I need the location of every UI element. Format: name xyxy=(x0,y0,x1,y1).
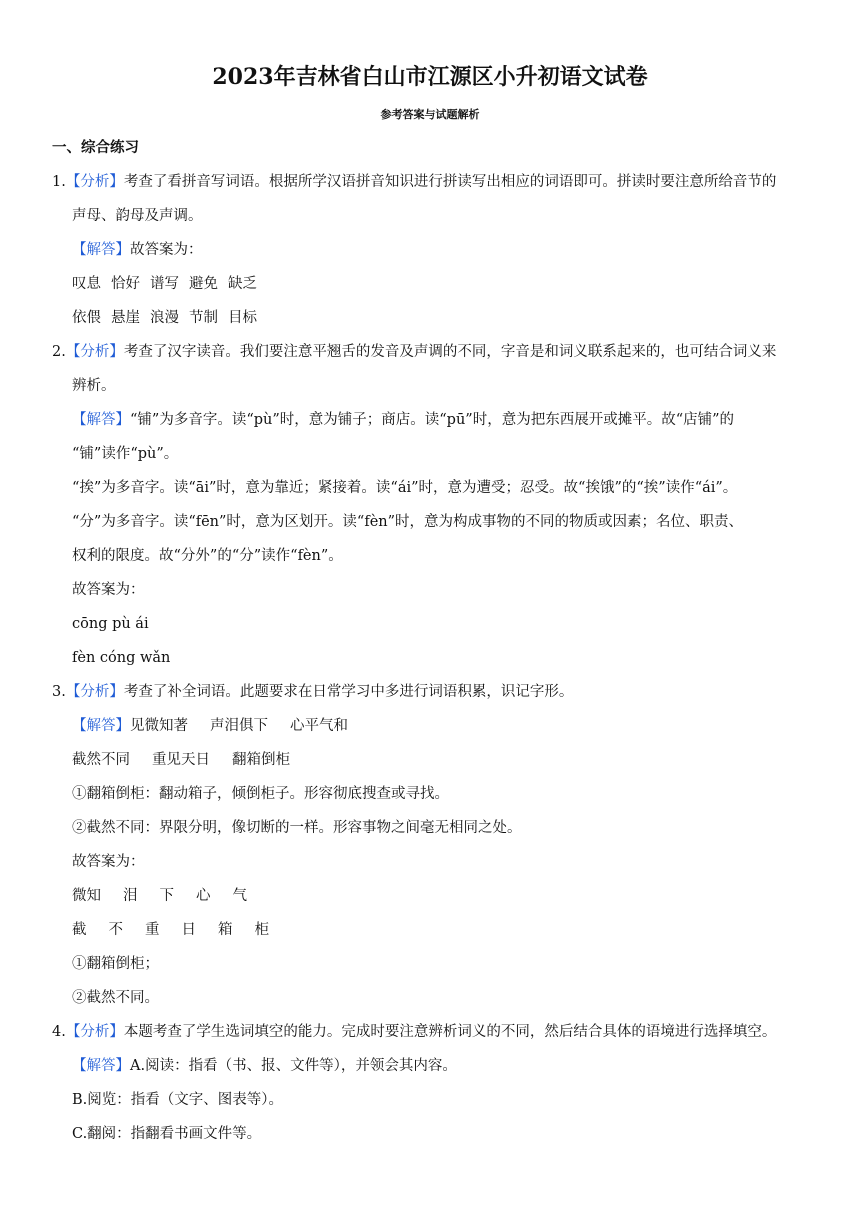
q3-answer-row-1 xyxy=(72,716,348,736)
q3-answer-row-2 xyxy=(72,750,290,770)
q1-answer-row-2 xyxy=(72,308,257,328)
idiom: 心平气和 xyxy=(290,718,348,734)
idiom: 翻箱倒柜 xyxy=(232,752,290,768)
idiom: 重见天日 xyxy=(152,752,210,768)
q3-note-2 xyxy=(72,818,522,838)
q3-note-1 xyxy=(72,784,449,804)
q4-analysis-line xyxy=(52,1022,776,1042)
q2-answer-line-7: cōng pù ái xyxy=(72,616,149,632)
fill-char: 重 xyxy=(145,922,160,938)
q1-analysis-text: 考查了看拼音写词语。根据所学汉语拼音知识进行拼读写出相应的词语即可。拼读时要注意所给音节的 xyxy=(123,174,777,190)
q1-answer-intro: 故答案为： xyxy=(130,242,203,258)
fill-char: 气 xyxy=(232,888,247,904)
q3-analysis-text: 考查了补全词语。此题要求在日常学习中多进行词语积累，识记字形。 xyxy=(123,684,574,700)
q3-final-1 xyxy=(72,954,159,974)
idiom: 见微知著 xyxy=(130,718,188,734)
word: 浪漫 xyxy=(150,310,179,326)
fill-char: 截 xyxy=(72,922,87,938)
circled-number: ② xyxy=(72,820,87,836)
q4-answer-a xyxy=(72,1056,457,1076)
fill-char: 微知 xyxy=(72,888,101,904)
q2-answer-line-2: “铺”读作“pù”。 xyxy=(72,446,179,462)
q3-fill-row-1 xyxy=(72,886,247,906)
q1-number: 1. xyxy=(52,174,66,190)
fill-char: 心 xyxy=(196,888,211,904)
fill-char: 箱 xyxy=(218,922,233,938)
word: 谱写 xyxy=(150,276,179,292)
analysis-tag: 【分析】 xyxy=(65,174,124,190)
q2-number: 2. xyxy=(52,344,66,360)
fill-char: 泪 xyxy=(123,888,138,904)
fill-char: 日 xyxy=(181,922,196,938)
q3-analysis-line xyxy=(52,682,573,702)
q2-answer-line-8: fèn cóng wǎn xyxy=(72,650,171,666)
final-text: 翻箱倒柜； xyxy=(86,956,159,972)
final-text: 截然不同。 xyxy=(86,990,159,1006)
q1-analysis-line xyxy=(52,172,776,192)
q3-answer-intro: 故答案为： xyxy=(72,854,145,870)
q2-analysis-line-2: 辨析。 xyxy=(72,378,116,394)
q4-answer-c: C.翻阅：指翻看书画文件等。 xyxy=(72,1126,262,1142)
analysis-tag: 【分析】 xyxy=(65,684,124,700)
q2-answer-line-5: 权利的限度。故“分外”的“分”读作“fèn”。 xyxy=(72,548,343,564)
q2-answer-line-3: “挨”为多音字。读“āi”时，意为靠近；紧接着。读“ái”时，意为遭受；忍受。故“挨饿”的“挨”读作“ái”。 xyxy=(72,480,738,496)
note-text: 截然不同：界限分明，像切断的一样。形容事物之间毫无相同之处。 xyxy=(86,820,522,836)
q3-fill-row-2 xyxy=(72,920,269,940)
q4-answer-a-text: A.阅读：指看（书、报、文件等），并领会其内容。 xyxy=(130,1058,457,1074)
q4-number: 4. xyxy=(52,1024,66,1040)
q2-answer-text: “铺”为多音字。读“pù”时，意为铺子；商店。读“pū”时，意为把东西展开或摊平。故“店铺”的 xyxy=(130,412,735,428)
q4-analysis-text: 本题考查了学生选词填空的能力。完成时要注意辨析词义的不同，然后结合具体的语境进行选择填空。 xyxy=(123,1024,777,1040)
answer-tag: 【解答】 xyxy=(72,242,130,258)
word: 叹息 xyxy=(72,276,101,292)
word: 依偎 xyxy=(72,310,101,326)
page-title: 2023年吉林省白山市江源区小升初语文试卷 xyxy=(212,64,648,90)
answer-tag: 【解答】 xyxy=(72,412,130,428)
circled-number: ① xyxy=(72,786,87,802)
q3-number: 3. xyxy=(52,684,66,700)
circled-number: ① xyxy=(72,956,87,972)
answer-tag: 【解答】 xyxy=(72,1058,130,1074)
circled-number: ② xyxy=(72,990,87,1006)
word: 节制 xyxy=(189,310,218,326)
q1-answer-row-1 xyxy=(72,274,257,294)
q4-answer-b: B.阅览：指看（文字、图表等）。 xyxy=(72,1092,284,1108)
word: 避免 xyxy=(189,276,218,292)
fill-char: 下 xyxy=(159,888,174,904)
q1-answer-line xyxy=(72,240,203,260)
analysis-tag: 【分析】 xyxy=(65,344,124,360)
note-text: 翻箱倒柜：翻动箱子，倾倒柜子。形容彻底搜查或寻找。 xyxy=(86,786,449,802)
word: 缺乏 xyxy=(228,276,257,292)
fill-char: 不 xyxy=(108,922,123,938)
q2-answer-line-1 xyxy=(72,410,734,430)
q2-answer-line-6: 故答案为： xyxy=(72,582,145,598)
q2-analysis-text: 考查了汉字读音。我们要注意平翘舌的发音及声调的不同，字音是和词义联系起来的，也可结合词义来 xyxy=(123,344,777,360)
q1-analysis-line-2: 声母、韵母及声调。 xyxy=(72,208,203,224)
word: 恰好 xyxy=(111,276,140,292)
word: 目标 xyxy=(228,310,257,326)
section-heading: 一、综合练习 xyxy=(52,139,139,156)
answer-tag: 【解答】 xyxy=(72,718,130,734)
idiom: 截然不同 xyxy=(72,752,130,768)
analysis-tag: 【分析】 xyxy=(65,1024,124,1040)
fill-char: 柜 xyxy=(254,922,269,938)
q2-answer-line-4: “分”为多音字。读“fēn”时，意为区划开。读“fèn”时，意为构成事物的不同的物质或因素；名位、职责、 xyxy=(72,514,744,530)
q3-final-2 xyxy=(72,988,159,1008)
word: 悬崖 xyxy=(111,310,140,326)
q2-analysis-line xyxy=(52,342,776,362)
idiom: 声泪俱下 xyxy=(210,718,268,734)
page-subtitle: 参考答案与试题解析 xyxy=(380,108,480,121)
